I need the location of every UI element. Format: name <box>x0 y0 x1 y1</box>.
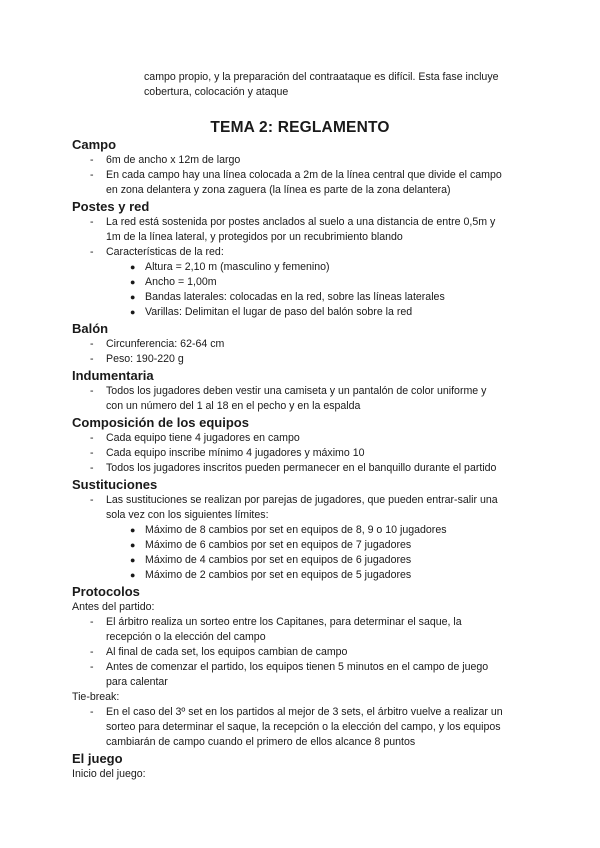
list-item <box>72 153 532 168</box>
bullet-marker: ● <box>130 277 136 287</box>
dash-marker: - <box>90 385 94 397</box>
line: En el caso del 3º set en los partidos al mejor de 3 sets, el árbitro vuelve a realizar un <box>106 706 503 718</box>
bullet-marker: ● <box>130 292 136 302</box>
dash-marker: - <box>90 494 94 506</box>
heading-composicion: Composición de los equipos <box>72 415 249 430</box>
heading-protocolos: Protocolos <box>72 584 140 599</box>
bullet-text: Bandas laterales: colocadas en la red, sobre las líneas laterales <box>145 291 445 303</box>
list-item <box>72 615 532 645</box>
list-item <box>72 660 532 690</box>
subheading-antes-del-partido: Antes del partido: <box>72 601 155 613</box>
dash-marker: - <box>90 616 94 628</box>
bullet-item <box>72 275 532 290</box>
list-item <box>72 461 532 476</box>
bullet-item <box>72 260 532 275</box>
line: Antes de comenzar el partido, los equipos tienen 5 minutos en el campo de juego <box>106 661 489 673</box>
dash-marker: - <box>90 661 94 673</box>
dash-marker: - <box>90 706 94 718</box>
bullet-marker: ● <box>130 555 136 565</box>
line: Las sustituciones se realizan por parejas de jugadores, que pueden entrar-salir una <box>106 494 498 506</box>
dash-marker: - <box>90 646 94 658</box>
dash-marker: - <box>90 432 94 444</box>
line: 6m de ancho x 12m de largo <box>106 154 241 166</box>
list-item <box>72 245 532 260</box>
bullet-item <box>72 553 532 568</box>
line: Circunferencia: 62-64 cm <box>106 338 225 350</box>
bullet-text: Altura = 2,10 m (masculino y femenino) <box>145 261 330 273</box>
dash-marker: - <box>90 169 94 181</box>
line: Todos los jugadores inscritos pueden permanecer en el banquillo durante el partido <box>106 462 497 474</box>
dash-marker: - <box>90 462 94 474</box>
bullet-item <box>72 538 532 553</box>
line: Características de la red: <box>106 246 224 258</box>
line: Todos los jugadores deben vestir una camiseta y un pantalón de color uniforme y <box>106 385 487 397</box>
line: 1m de la línea lateral, y protegidos por un recubrimiento blando <box>106 231 403 243</box>
list-item <box>72 337 532 352</box>
bullet-text: Máximo de 8 cambios por set en equipos de 8, 9 o 10 jugadores <box>145 524 447 536</box>
heading-sustituciones: Sustituciones <box>72 477 158 492</box>
bullet-marker: ● <box>130 262 136 272</box>
bullet-marker: ● <box>130 307 136 317</box>
bullet-text: Ancho = 1,00m <box>145 276 217 288</box>
line: sorteo para determinar el saque, la recepción o la elección del campo, y los equipos <box>106 721 501 733</box>
intro-line: cobertura, colocación y ataque <box>144 86 289 98</box>
main-content <box>72 136 532 782</box>
intro-line: campo propio, y la preparación del contraataque es difícil. Esta fase incluye <box>144 71 499 83</box>
bullet-item <box>72 523 532 538</box>
bullet-item <box>72 290 532 305</box>
list-item <box>72 352 532 367</box>
list-item <box>72 446 532 461</box>
dash-marker: - <box>90 353 94 365</box>
bullet-text: Máximo de 2 cambios por set en equipos de 5 jugadores <box>145 569 412 581</box>
line: El árbitro realiza un sorteo entre los Capitanes, para determinar el saque, la <box>106 616 462 628</box>
line: En cada campo hay una línea colocada a 2m de la línea central que divide el campo <box>106 169 502 181</box>
dash-marker: - <box>90 246 94 258</box>
subheading-inicio-del-juego: Inicio del juego: <box>72 768 146 780</box>
line: para calentar <box>106 676 168 688</box>
dash-marker: - <box>90 338 94 350</box>
bullet-text: Varillas: Delimitan el lugar de paso del balón sobre la red <box>145 306 413 318</box>
heading-campo: Campo <box>72 137 117 152</box>
list-item <box>72 384 532 414</box>
dash-marker: - <box>90 216 94 228</box>
list-item <box>72 215 532 245</box>
bullet-item <box>72 568 532 583</box>
list-item <box>72 645 532 660</box>
list-item <box>72 705 532 750</box>
line: La red está sostenida por postes anclados al suelo a una distancia de entre 0,5m y <box>106 216 496 228</box>
list-item <box>72 493 532 523</box>
list-item <box>72 168 532 198</box>
line: cambiarán de campo cuando el primero de ellos alcance 8 puntos <box>106 736 416 748</box>
bullet-marker: ● <box>130 525 136 535</box>
line: Cada equipo tiene 4 jugadores en campo <box>106 432 300 444</box>
line: Peso: 190-220 g <box>106 353 184 365</box>
line: en zona delantera y zona zaguera (la línea es parte de la zona delantera) <box>106 184 451 196</box>
bullet-marker: ● <box>130 570 136 580</box>
dash-marker: - <box>90 447 94 459</box>
heading-el-juego: El juego <box>72 751 123 766</box>
dash-marker: - <box>90 154 94 166</box>
line: Al final de cada set, los equipos cambian de campo <box>106 646 348 658</box>
bullet-text: Máximo de 6 cambios por set en equipos de 7 jugadores <box>145 539 412 551</box>
line: con un número del 1 al 18 en el pecho y en la espalda <box>106 400 361 412</box>
line: recepción o la elección del campo <box>106 631 266 643</box>
heading-indumentaria: Indumentaria <box>72 368 154 383</box>
heading-postes-y-red: Postes y red <box>72 199 150 214</box>
line: Cada equipo inscribe mínimo 4 jugadores y máximo 10 <box>106 447 365 459</box>
subheading-tie-break: Tie-break: <box>72 691 120 703</box>
bullet-marker: ● <box>130 540 136 550</box>
heading-balon: Balón <box>72 321 109 336</box>
list-item <box>72 431 532 446</box>
bullet-item <box>72 305 532 320</box>
line: sola vez con los siguientes límites: <box>106 509 269 521</box>
bullet-text: Máximo de 4 cambios por set en equipos de 6 jugadores <box>145 554 412 566</box>
intro-paragraph <box>144 70 544 100</box>
page-title: TEMA 2: REGLAMENTO <box>210 119 390 136</box>
